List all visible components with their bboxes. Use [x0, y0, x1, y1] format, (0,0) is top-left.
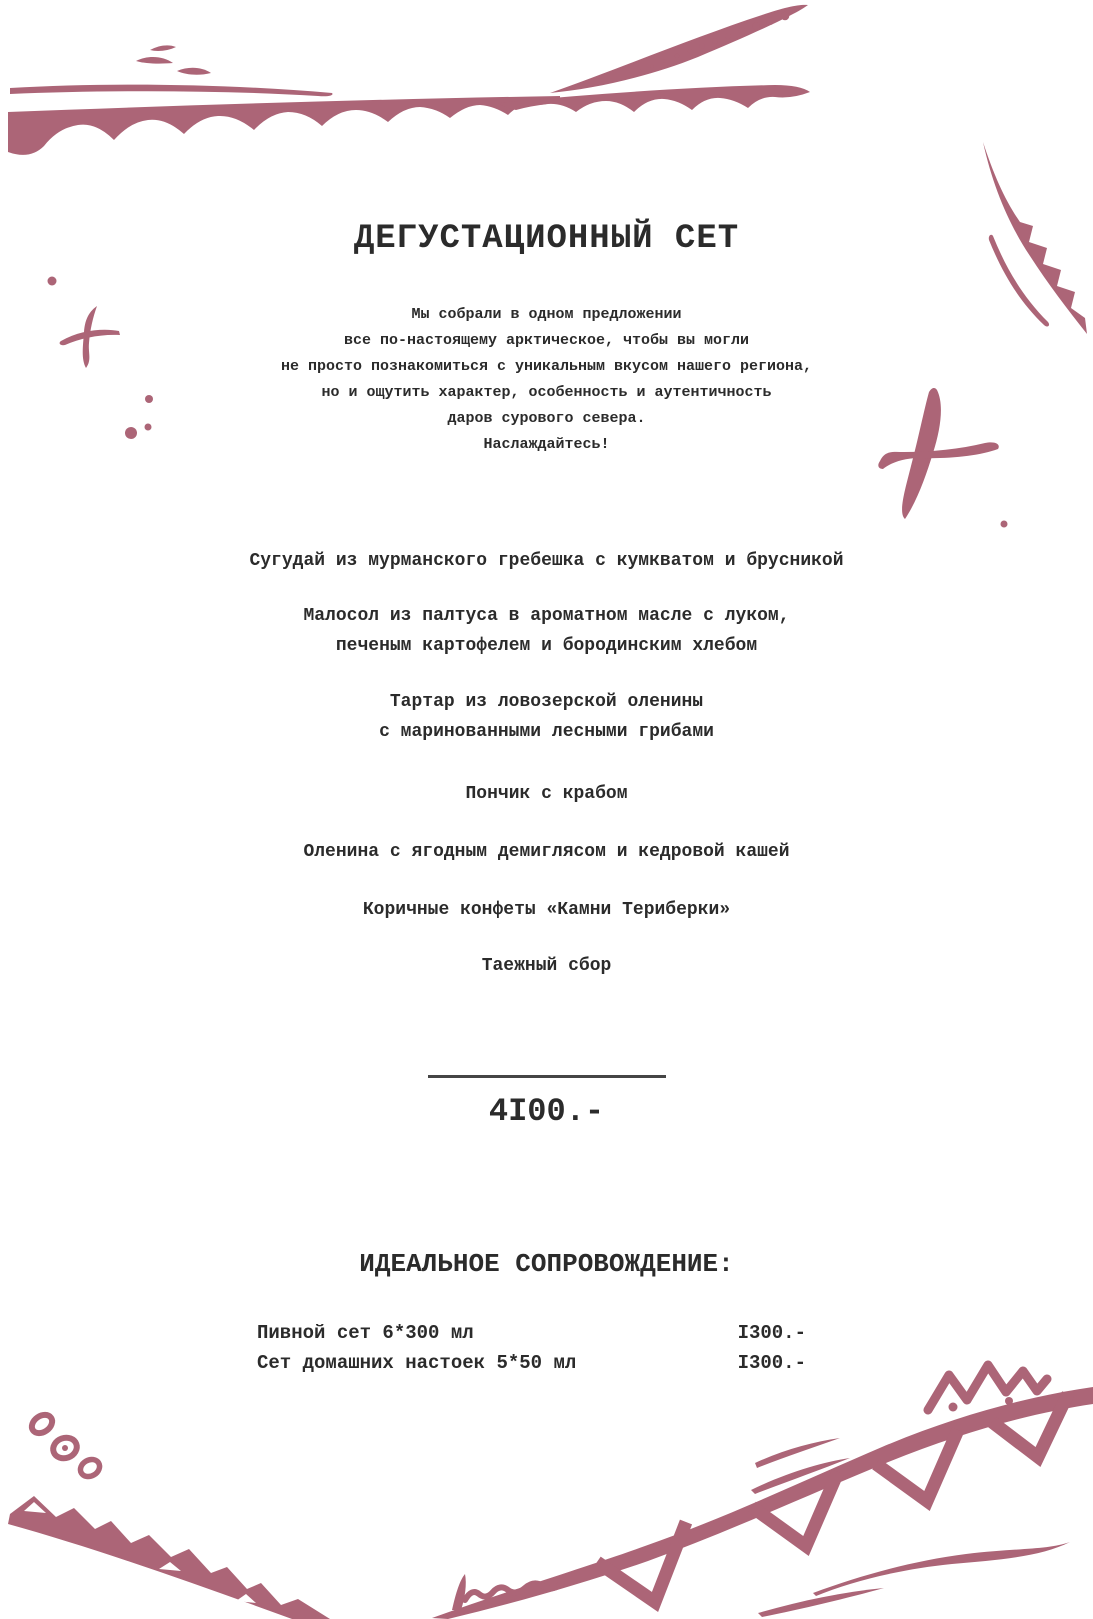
bottom-left-ridge: [8, 1496, 330, 1619]
rings-ornament: [28, 1411, 102, 1480]
bottom-right-wave-ridge: [432, 1387, 1093, 1619]
top-wave-band-left: [8, 96, 560, 155]
course-item: Малосол из палтуса в ароматном масле с луком, печеным картофелем и бородинским хлебом: [303, 606, 790, 656]
pairing-row: [257, 1352, 806, 1374]
intro-line: все по-настоящему арктическое, чтобы вы могли: [343, 332, 750, 349]
price-divider: [428, 1075, 666, 1078]
top-wave-band-right: [498, 85, 810, 112]
intro-line: не просто познакомиться с уникальным вкусом нашего региона,: [280, 358, 813, 375]
course-item: Тартар из ловозерской оленины с маринованными лесными грибами: [379, 692, 714, 742]
course-item: Пончик с крабом: [465, 784, 628, 804]
intro-line: но и ощутить характер, особенность и аутентичность: [321, 384, 772, 401]
menu-title: ДЕГУСТАЦИОННЫЙ СЕТ: [353, 220, 740, 258]
course-item: Коричные конфеты «Камни Териберки»: [362, 900, 731, 920]
thin-bottom-waves: [758, 1542, 1070, 1617]
intro-line: даров сурового севера.: [447, 410, 646, 427]
zigzag-with-dots: [928, 1365, 1047, 1412]
pairing-row-price: I300.-: [737, 1322, 806, 1344]
intro-paragraph: [0, 302, 1093, 458]
pairing-row-label: Пивной сет 6*300 мл: [257, 1322, 474, 1344]
pairing-heading: ИДЕАЛЬНОЕ СОПРОВОЖДЕНИЕ:: [359, 1249, 734, 1279]
set-price: 4I00.-: [488, 1093, 605, 1130]
pairing-row-price: I300.-: [737, 1352, 806, 1374]
pairing-row: [257, 1322, 806, 1344]
pairing-row-label: Сет домашних настоек 5*50 мл: [257, 1352, 577, 1374]
dash-strokes: [136, 45, 211, 74]
course-item: Сугудай из мурманского гребешка с кумкватом и брусникой: [249, 551, 844, 571]
dotted-ascending-stroke: [550, 5, 808, 93]
course-item: Таежный сбор: [481, 956, 612, 976]
intro-line: Мы собрали в одном предложении: [411, 306, 682, 323]
intro-line: Наслаждайтесь!: [483, 436, 610, 453]
course-item: Оленина с ягодным демиглясом и кедровой кашей: [303, 842, 790, 862]
thin-brush-stroke: [10, 85, 332, 97]
accent-swooshes: [751, 1438, 850, 1494]
